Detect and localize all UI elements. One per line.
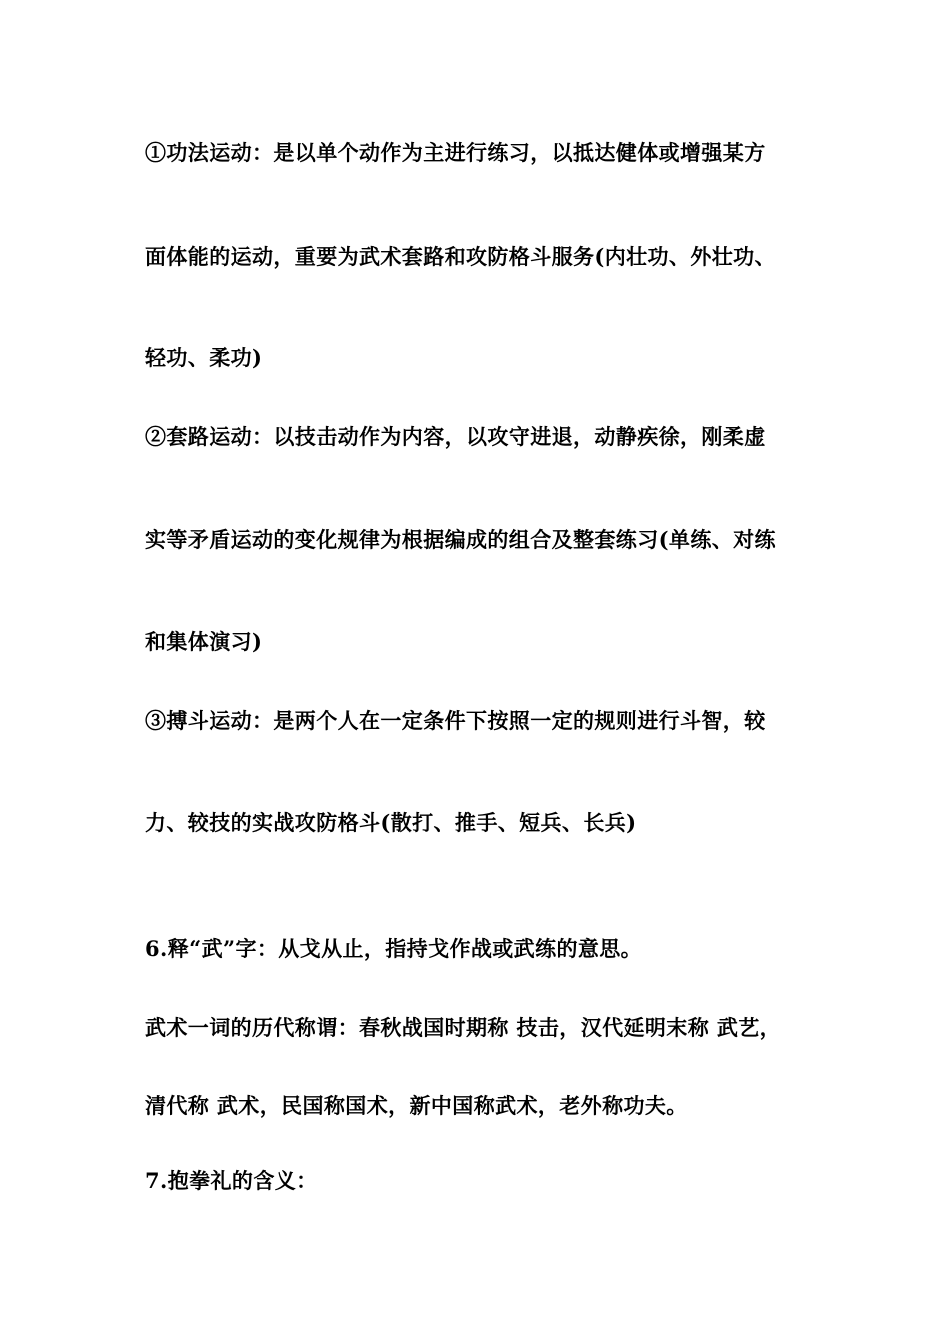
section6-line-2: 武术一词的历代称谓：春秋战国时期称 技击，汉代延明末称 武艺， [145, 1015, 782, 1040]
gongfa-line-2: 面体能的运动，重要为武术套路和攻防格斗服务(内壮功、外壮功、 [145, 244, 776, 269]
section6-line-3: 清代称 武术，民国称国术，新中国称武术，老外称功夫。 [145, 1093, 688, 1118]
section6-line-1: 6.释“武”字：从戈从止，指持戈作战或武练的意思。 [145, 936, 643, 961]
gongfa-line-3: 轻功、柔功) [145, 345, 263, 370]
taolu-line-2: 实等矛盾运动的变化规律为根据编成的组合及整套练习(单练、对练 [145, 527, 776, 552]
bodou-line-1: ③搏斗运动：是两个人在一定条件下按照一定的规则进行斗智，较 [145, 708, 766, 733]
gongfa-line-1: ①功法运动：是以单个动作为主进行练习，以抵达健体或增强某方 [145, 140, 766, 165]
section7-heading: 7.抱拳礼的含义： [145, 1168, 318, 1193]
taolu-line-3: 和集体演习) [145, 629, 263, 654]
bodou-line-2: 力、较技的实战攻防格斗(散打、推手、短兵、长兵) [145, 810, 637, 835]
taolu-line-1: ②套路运动：以技击动作为内容，以攻守进退，动静疾徐，刚柔虚 [145, 424, 766, 449]
